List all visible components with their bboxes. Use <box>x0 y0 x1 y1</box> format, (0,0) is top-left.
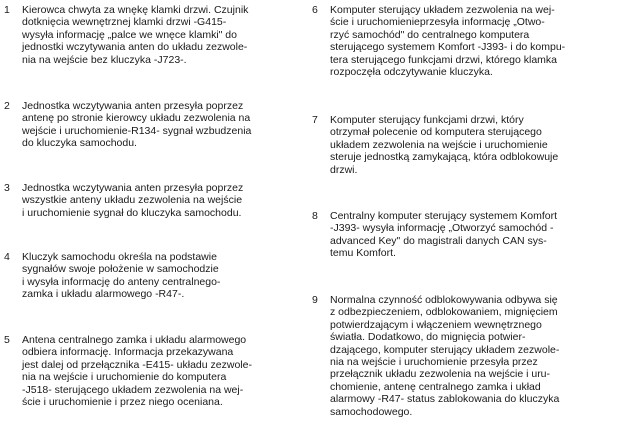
step-text-line: antenę po stronie kierowcy układu zezwolenia na <box>22 112 251 125</box>
step-text-line: Kierowca chwyta za wnękę klamki drzwi. Czujnik <box>22 4 249 16</box>
step-text-line: otrzymał polecenie od komputera sterującego <box>330 126 542 139</box>
step-text-line: Jednostka wczytywania anten przesyła poprzez <box>22 182 244 194</box>
step-text-line: steruje jednostką zamykającą, która odblokowuje <box>330 151 559 164</box>
step-text-line: Komputer sterujący funkcjami drzwi, który <box>330 114 524 126</box>
step-number: 6 <box>312 4 318 16</box>
step-text-line: zamka i układu alarmowego -R47-. <box>22 288 185 301</box>
step-number: 8 <box>312 210 318 222</box>
step-text-line: odbiera informację. Informacja przekazywana <box>22 346 234 359</box>
step-text <box>330 4 565 78</box>
step-text-line: i uruchomienie sygnał do kluczyka samochodu. <box>22 206 242 219</box>
step-text-line: ście i uruchomienieprzesyła informację „Otwo- <box>330 16 545 29</box>
step-text-line: -J518- sterującego układem zezwolenia na wej- <box>22 383 244 396</box>
step-text-line: Jednostka wczytywania anten przesyła poprzez <box>22 100 244 112</box>
step-text-line: potwierdzającym i włączeniem wewnętrznego <box>330 318 542 331</box>
step-number: 7 <box>312 114 318 126</box>
step-text-line: nia na wejście i uruchomienie do komputera <box>22 371 227 384</box>
step-text-line: drzwi. <box>330 163 358 176</box>
step-text-line: nia na wejście i uruchomienie przesyła przez <box>330 356 538 369</box>
step-text <box>330 114 558 176</box>
step-text-line: do kluczyka samochodu. <box>22 137 137 150</box>
step-number: 4 <box>4 251 10 263</box>
step-text-line: Centralny komputer sterujący systemem Komfort <box>330 210 557 222</box>
step-text-line: dzającego, komputer sterujący układem zezwole- <box>330 343 560 356</box>
step-text-line: jednostki wczytywania anten do układu zezwole- <box>22 41 248 54</box>
step-number: 1 <box>4 4 10 16</box>
step-text <box>22 334 252 408</box>
step-text-line: Komputer sterujący układem zezwolenia na wej- <box>330 4 555 16</box>
step-text-line: Kluczyk samochodu określa na podstawie <box>22 251 217 263</box>
step-text-line: i wysyła informację do anteny centralnego- <box>22 275 221 288</box>
step-text <box>22 251 220 301</box>
step-text-line: światła. Dodatkowo, do mignięcia potwier- <box>330 331 526 344</box>
step-text-line: układem zezwolenia na wejście i uruchomienie <box>330 138 548 151</box>
step-text <box>22 182 243 219</box>
step-number: 3 <box>4 182 10 194</box>
step-text-line: rzyć samochód" do centralnego komputera <box>330 28 530 41</box>
step-number: 2 <box>4 100 10 112</box>
step-text-line: tera sterującego funkcjami drzwi, którego klamka <box>330 53 558 66</box>
step-text-line: nia na wejście bez kluczyka -J723-. <box>22 53 187 66</box>
step-text-line: wysyła informację „palce we wnęce klamki" do <box>22 28 237 41</box>
step-text <box>330 210 557 260</box>
step-text-line: advanced Key" do magistrali danych CAN sys- <box>330 234 547 247</box>
step-text <box>22 4 248 66</box>
step-text-line: alarmowy -R47- status zablokowania do kluczyka <box>330 393 560 406</box>
step-number: 9 <box>312 294 318 306</box>
step-text-line: sterującego systemem Komfort -J393- i do kompu- <box>330 41 566 54</box>
step-text-line: przełącznik układu zezwolenia na wejście i uru- <box>330 368 551 381</box>
step-text-line: Antena centralnego zamka i układu alarmowego <box>22 334 247 346</box>
step-text <box>22 100 251 150</box>
step-text-line: ście i uruchomienie i przez niego oceniana. <box>22 396 223 409</box>
step-number: 5 <box>4 334 10 346</box>
step-text-line: wszystkie anteny układu zezwolenia na wejście <box>22 194 243 207</box>
step-text-line: z odbezpieczeniem, odblokowaniem, mignięciem <box>330 306 558 319</box>
step-text-line: chomienie, antenę centralnego zamka i układ <box>330 380 541 393</box>
step-text-line: temu Komfort. <box>330 247 396 260</box>
step-text-line: samochodowego. <box>330 405 413 418</box>
step-text-line: -J393- wysyła informację „Otworzyć samochód - <box>330 222 554 235</box>
step-text-line: sygnałów swoje położenie w samochodzie <box>22 263 219 276</box>
step-text-line: rozpoczęła odczytywanie kluczyka. <box>330 66 493 79</box>
step-text-line: dotknięcia wewnętrznej klamki drzwi -G415- <box>22 16 227 29</box>
step-text-line: jest dalej od przełącznika -E415- układu zezwole- <box>22 358 252 371</box>
step-text <box>330 294 559 418</box>
step-text-line: wejście i uruchomienie-R134- sygnał wzbudzenia <box>22 124 252 137</box>
step-text-line: Normalna czynność odblokowywania odbywa się <box>330 294 558 306</box>
